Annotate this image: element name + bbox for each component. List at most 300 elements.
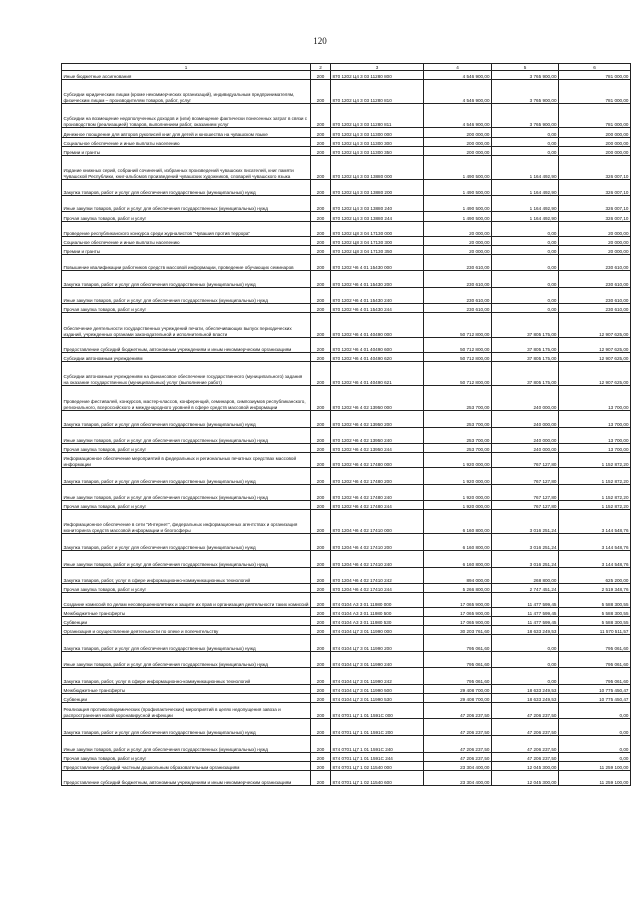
row-code-cell: 200 — [311, 138, 331, 147]
row-code-cell: 200 — [311, 237, 331, 246]
row-classification-cell: 874 0104 Ц7 3 01 11990 500 — [331, 685, 424, 694]
row-classification-cell: 870 1202 Ц4 3 03 13880 000 — [331, 156, 424, 180]
row-classification-cell: 874 0104 Ц7 3 01 11990 000 — [331, 626, 424, 635]
row-value-3-cell: 11 259 100,00 — [559, 771, 631, 786]
table-row — [62, 510, 631, 534]
row-value-1-cell: 30 203 761,60 — [424, 626, 492, 635]
row-value-2-cell: 12 045 300,00 — [492, 762, 559, 771]
row-name-cell: Закупка товаров, работ и услуг для обеспечения государственных (муниципальных) нужд — [62, 719, 311, 736]
row-value-1-cell: 47 206 237,50 — [424, 719, 492, 736]
row-value-1-cell: 5 266 800,00 — [424, 584, 492, 593]
column-header: 6 — [559, 64, 631, 71]
row-value-2-cell: 37 805 175,00 — [492, 338, 559, 353]
row-code-cell: 200 — [311, 608, 331, 617]
row-name-cell: Закупка товаров, работ, услуг в сфере информационно-коммуникационных технологий — [62, 568, 311, 584]
page-number: 120 — [313, 36, 327, 46]
row-code-cell: 200 — [311, 510, 331, 534]
row-name-cell: Закупка товаров, работ и услуг для обеспечения государственных (муниципальных) нужд — [62, 468, 311, 485]
row-value-3-cell: 326 007,10 — [559, 196, 631, 212]
row-value-2-cell: 0,00 — [492, 138, 559, 147]
row-code-cell: 200 — [311, 271, 331, 288]
row-value-3-cell: 5 588 300,55 — [559, 608, 631, 617]
row-code-cell: 200 — [311, 771, 331, 786]
row-value-2-cell: 37 805 175,00 — [492, 353, 559, 362]
row-value-1-cell: 4 546 900,00 — [424, 104, 492, 128]
row-code-cell: 200 — [311, 428, 331, 444]
row-value-1-cell: 200 000,00 — [424, 147, 492, 156]
table-row — [62, 147, 631, 156]
row-value-1-cell: 1 490 500,00 — [424, 180, 492, 196]
row-value-3-cell: 10 775 450,47 — [559, 685, 631, 694]
row-value-1-cell: 230 610,00 — [424, 271, 492, 288]
row-name-cell: Премии и гранты — [62, 147, 311, 156]
row-value-1-cell: 23 304 400,00 — [424, 762, 492, 771]
row-value-2-cell: 2 747 451,24 — [492, 584, 559, 593]
row-classification-cell: 870 1202 Ч6 4 02 17480 200 — [331, 468, 424, 485]
row-value-3-cell: 795 061,60 — [559, 652, 631, 668]
row-value-2-cell: 767 127,80 — [492, 468, 559, 485]
row-value-2-cell: 767 127,80 — [492, 501, 559, 510]
row-code-cell: 200 — [311, 71, 331, 80]
row-classification-cell: 870 1202 Ц4 3 03 11280 811 — [331, 104, 424, 128]
row-value-3-cell: 200 000,00 — [559, 128, 631, 138]
table-row — [62, 534, 631, 551]
row-code-cell: 200 — [311, 386, 331, 411]
row-value-1-cell: 200 000,00 — [424, 128, 492, 138]
row-name-cell: Информационное обеспечение в сети "Интернет", федеральных информационных агентствах и организация мониторинга средств массовой информации и блогосферы — [62, 510, 311, 534]
row-value-3-cell: 200 000,00 — [559, 147, 631, 156]
row-value-3-cell: 326 007,10 — [559, 212, 631, 222]
table-row — [62, 237, 631, 246]
row-value-3-cell: 781 000,00 — [559, 104, 631, 128]
row-code-cell: 200 — [311, 180, 331, 196]
row-classification-cell: 870 1202 Ч6 4 01 15430 244 — [331, 304, 424, 313]
table-row — [62, 501, 631, 510]
row-name-cell: Иные бюджетные ассигнования — [62, 71, 311, 80]
row-value-2-cell: 11 477 599,45 — [492, 593, 559, 608]
row-code-cell: 200 — [311, 568, 331, 584]
row-classification-cell: 870 1202 Ц4 3 03 11280 800 — [331, 71, 424, 80]
row-classification-cell: 870 1202 Ч6 4 01 15430 200 — [331, 271, 424, 288]
row-value-3-cell: 20 000,00 — [559, 246, 631, 255]
row-value-3-cell: 1 152 872,20 — [559, 501, 631, 510]
table-row — [62, 719, 631, 736]
row-value-1-cell: 795 061,60 — [424, 635, 492, 652]
row-name-cell: Предоставление субсидий бюджетным, автономным учреждениям и иным некоммерческим организациям — [62, 338, 311, 353]
column-header: 3 — [331, 64, 424, 71]
row-value-2-cell: 0,00 — [492, 668, 559, 685]
row-name-cell: Иные закупки товаров, работ и услуг для обеспечения государственных (муниципальных) нужд — [62, 196, 311, 212]
row-value-1-cell: 894 000,00 — [424, 568, 492, 584]
row-value-3-cell: 230 610,00 — [559, 288, 631, 304]
row-value-1-cell: 20 000,00 — [424, 246, 492, 255]
row-name-cell: Иные закупки товаров, работ и услуг для обеспечения государственных (муниципальных) нужд — [62, 485, 311, 501]
table-row — [62, 771, 631, 786]
row-value-2-cell: 268 800,00 — [492, 568, 559, 584]
row-value-3-cell: 795 061,60 — [559, 635, 631, 652]
row-value-2-cell: 3 765 900,00 — [492, 71, 559, 80]
row-name-cell: Межбюджетные трансферты — [62, 685, 311, 694]
row-value-1-cell: 50 712 800,00 — [424, 353, 492, 362]
row-value-3-cell: 20 000,00 — [559, 222, 631, 237]
table-row — [62, 362, 631, 386]
table-row — [62, 313, 631, 338]
row-value-2-cell: 0,00 — [492, 237, 559, 246]
row-value-1-cell: 50 712 800,00 — [424, 362, 492, 386]
row-value-2-cell: 1 164 492,90 — [492, 212, 559, 222]
row-name-cell: Иные закупки товаров, работ и услуг для обеспечения государственных (муниципальных) нужд — [62, 736, 311, 753]
row-value-3-cell: 13 700,00 — [559, 411, 631, 428]
table-row — [62, 444, 631, 453]
row-code-cell: 200 — [311, 255, 331, 271]
row-classification-cell: 870 1204 Ч6 4 02 17410 240 — [331, 551, 424, 568]
row-code-cell: 200 — [311, 694, 331, 703]
table-row — [62, 128, 631, 138]
row-name-cell: Межбюджетные трансферты — [62, 608, 311, 617]
row-code-cell: 200 — [311, 313, 331, 338]
row-value-2-cell: 47 206 237,50 — [492, 719, 559, 736]
row-value-2-cell: 767 127,80 — [492, 485, 559, 501]
row-value-1-cell: 29 408 700,00 — [424, 685, 492, 694]
row-value-3-cell: 781 000,00 — [559, 80, 631, 104]
row-value-2-cell: 1 164 492,90 — [492, 156, 559, 180]
row-value-1-cell: 23 304 400,00 — [424, 771, 492, 786]
row-value-1-cell: 253 700,00 — [424, 411, 492, 428]
row-code-cell: 200 — [311, 353, 331, 362]
row-value-1-cell: 230 610,00 — [424, 288, 492, 304]
row-classification-cell: 870 1202 Ч6 4 01 40490 000 — [331, 313, 424, 338]
row-value-1-cell: 4 546 900,00 — [424, 71, 492, 80]
row-classification-cell: 870 1204 Ч6 4 02 17410 000 — [331, 510, 424, 534]
row-classification-cell: 874 0701 Ц7 1 02 11540 000 — [331, 762, 424, 771]
row-classification-cell: 874 0104 Ц7 3 01 11990 200 — [331, 635, 424, 652]
row-value-2-cell: 3 765 900,00 — [492, 80, 559, 104]
row-value-1-cell: 6 160 800,00 — [424, 551, 492, 568]
row-code-cell: 200 — [311, 338, 331, 353]
row-value-3-cell: 13 700,00 — [559, 428, 631, 444]
row-value-1-cell: 1 920 000,00 — [424, 501, 492, 510]
row-classification-cell: 874 0104 Ц7 3 01 11990 530 — [331, 694, 424, 703]
row-value-2-cell: 47 206 237,50 — [492, 753, 559, 762]
row-value-1-cell: 47 206 237,50 — [424, 703, 492, 719]
row-classification-cell: 870 1202 Ч6 4 01 40490 621 — [331, 362, 424, 386]
row-value-1-cell: 4 546 900,00 — [424, 80, 492, 104]
row-code-cell: 200 — [311, 453, 331, 468]
row-value-3-cell: 13 700,00 — [559, 444, 631, 453]
row-value-1-cell: 17 065 900,00 — [424, 593, 492, 608]
row-name-cell: Субсидии автономным учреждениям — [62, 353, 311, 362]
row-classification-cell: 870 1202 Ч6 4 01 40490 620 — [331, 353, 424, 362]
table-body — [62, 71, 631, 786]
table-row — [62, 71, 631, 80]
row-classification-cell: 870 1202 Ч6 4 02 13950 200 — [331, 411, 424, 428]
row-code-cell: 200 — [311, 584, 331, 593]
row-value-1-cell: 795 061,60 — [424, 652, 492, 668]
row-name-cell: Закупка товаров, работ и услуг для обеспечения государственных (муниципальных) нужд — [62, 635, 311, 652]
row-classification-cell: 874 0104 А3 3 01 11980 530 — [331, 617, 424, 626]
row-code-cell: 200 — [311, 762, 331, 771]
row-name-cell: Проведение республиканского конкурса среди журналистов "Чувашия против террора" — [62, 222, 311, 237]
table-row — [62, 288, 631, 304]
row-name-cell: Субсидии на возмещение недополученных доходов и (или) возмещение фактически понесенных затрат в связи с производством (реализацией) товаров, выполнением работ, оказанием услуг — [62, 104, 311, 128]
row-classification-cell: 874 0104 Ц7 3 01 11990 240 — [331, 652, 424, 668]
row-value-2-cell: 11 477 599,45 — [492, 617, 559, 626]
table-row — [62, 255, 631, 271]
row-name-cell: Субвенции — [62, 617, 311, 626]
row-name-cell: Предоставление субсидий бюджетным, автономным учреждениям и иным некоммерческим организациям — [62, 771, 311, 786]
table-row — [62, 762, 631, 771]
row-value-1-cell: 20 000,00 — [424, 237, 492, 246]
row-value-1-cell: 200 000,00 — [424, 138, 492, 147]
row-value-1-cell: 29 408 700,00 — [424, 694, 492, 703]
row-name-cell: Субсидии автономным учреждениям на финансовое обеспечение государственного (муниципального) задания на оказание государственных (муниципальных) услуг (выполнение работ) — [62, 362, 311, 386]
table-row — [62, 551, 631, 568]
table-row — [62, 271, 631, 288]
row-value-2-cell: 3 016 251,24 — [492, 534, 559, 551]
row-classification-cell: 870 1202 Ч6 4 01 40490 600 — [331, 338, 424, 353]
row-value-1-cell: 6 160 800,00 — [424, 510, 492, 534]
row-value-2-cell: 0,00 — [492, 288, 559, 304]
row-code-cell: 200 — [311, 534, 331, 551]
table-row — [62, 428, 631, 444]
table-row — [62, 304, 631, 313]
row-value-1-cell: 6 160 800,00 — [424, 534, 492, 551]
row-classification-cell: 870 1202 Ч6 4 01 15430 000 — [331, 255, 424, 271]
row-value-3-cell: 0,00 — [559, 753, 631, 762]
table-row — [62, 626, 631, 635]
row-code-cell: 200 — [311, 304, 331, 313]
row-code-cell: 200 — [311, 626, 331, 635]
row-name-cell: Иные закупки товаров, работ и услуг для обеспечения государственных (муниципальных) нужд — [62, 288, 311, 304]
row-value-3-cell: 1 152 872,20 — [559, 468, 631, 485]
row-code-cell: 200 — [311, 736, 331, 753]
row-classification-cell: 870 1204 Ч6 4 02 17410 242 — [331, 568, 424, 584]
row-value-3-cell: 326 007,10 — [559, 156, 631, 180]
row-name-cell: Предоставление субсидий частным дошкольным образовательным организациям — [62, 762, 311, 771]
row-name-cell: Иные закупки товаров, работ и услуг для обеспечения государственных (муниципальных) нужд — [62, 551, 311, 568]
row-code-cell: 200 — [311, 147, 331, 156]
row-value-1-cell: 47 206 237,50 — [424, 736, 492, 753]
row-classification-cell: 870 1204 Ч6 4 02 17410 244 — [331, 584, 424, 593]
row-value-2-cell: 47 206 237,50 — [492, 736, 559, 753]
row-value-3-cell: 781 000,00 — [559, 71, 631, 80]
row-value-2-cell: 1 164 492,90 — [492, 180, 559, 196]
row-value-3-cell: 13 700,00 — [559, 386, 631, 411]
table-row — [62, 156, 631, 180]
row-value-1-cell: 1 490 500,00 — [424, 156, 492, 180]
table-row — [62, 80, 631, 104]
row-classification-cell: 870 1202 Ч6 4 02 13950 000 — [331, 386, 424, 411]
row-classification-cell: 874 0701 Ц7 1 01 1591С 200 — [331, 719, 424, 736]
row-value-3-cell: 10 775 450,47 — [559, 694, 631, 703]
row-classification-cell: 874 0701 Ц7 1 01 1591С 000 — [331, 703, 424, 719]
row-classification-cell: 870 1202 Ч6 4 01 15430 240 — [331, 288, 424, 304]
row-value-2-cell: 0,00 — [492, 147, 559, 156]
row-value-2-cell: 3 765 900,00 — [492, 104, 559, 128]
row-value-1-cell: 1 920 000,00 — [424, 468, 492, 485]
table-header-row — [62, 64, 631, 71]
row-value-3-cell: 0,00 — [559, 703, 631, 719]
row-value-3-cell: 230 610,00 — [559, 271, 631, 288]
row-value-3-cell: 1 152 872,20 — [559, 453, 631, 468]
row-classification-cell: 870 1202 Ц8 3 04 17130 300 — [331, 237, 424, 246]
row-code-cell: 200 — [311, 501, 331, 510]
row-value-2-cell: 11 477 599,45 — [492, 608, 559, 617]
row-name-cell: Социальное обеспечение и иные выплаты населению — [62, 237, 311, 246]
row-value-3-cell: 795 061,60 — [559, 668, 631, 685]
table-row — [62, 593, 631, 608]
row-name-cell: Создание комиссий по делам несовершеннолетних и защите их прав и организация деятельности таких комиссий — [62, 593, 311, 608]
table-row — [62, 468, 631, 485]
row-value-2-cell: 37 805 175,00 — [492, 313, 559, 338]
row-code-cell: 200 — [311, 753, 331, 762]
row-value-3-cell: 5 588 300,55 — [559, 593, 631, 608]
column-header: 1 — [62, 64, 311, 71]
table-row — [62, 338, 631, 353]
row-code-cell: 200 — [311, 80, 331, 104]
row-code-cell: 200 — [311, 551, 331, 568]
row-classification-cell: 870 1204 Ч6 4 02 17410 200 — [331, 534, 424, 551]
row-value-3-cell: 230 610,00 — [559, 255, 631, 271]
row-classification-cell: 870 1202 Ц4 3 03 11300 300 — [331, 138, 424, 147]
row-name-cell: Обеспечение деятельности государственных учреждений печати, обеспечивающих выпуск периодических изданий, учрежденных органами законодательной и исполнительной власти — [62, 313, 311, 338]
column-header: 5 — [492, 64, 559, 71]
row-value-2-cell: 0,00 — [492, 635, 559, 652]
row-name-cell: Закупка товаров, работ и услуг для обеспечения государственных (муниципальных) нужд — [62, 271, 311, 288]
table-row — [62, 212, 631, 222]
table-row — [62, 453, 631, 468]
row-name-cell: Прочая закупка товаров, работ и услуг — [62, 304, 311, 313]
row-value-3-cell: 5 588 300,55 — [559, 617, 631, 626]
row-code-cell: 200 — [311, 246, 331, 255]
row-code-cell: 200 — [311, 719, 331, 736]
budget-table — [61, 63, 631, 786]
row-classification-cell: 870 1202 Ц8 3 04 17130 000 — [331, 222, 424, 237]
row-value-2-cell: 37 805 175,00 — [492, 362, 559, 386]
row-name-cell: Прочая закупка товаров, работ и услуг — [62, 584, 311, 593]
row-value-2-cell: 0,00 — [492, 652, 559, 668]
row-value-1-cell: 253 700,00 — [424, 444, 492, 453]
table-row — [62, 736, 631, 753]
row-code-cell: 200 — [311, 128, 331, 138]
row-value-2-cell: 3 016 251,24 — [492, 510, 559, 534]
row-name-cell: Издание книжных серий, собраний сочинений, избранных произведений чувашских писателей, книг памяти Чувашской Республики, книг-альбомов произведений чувашских художников, словарей чувашского языка — [62, 156, 311, 180]
table-row — [62, 635, 631, 652]
row-classification-cell: 870 1202 Ч6 4 02 17480 240 — [331, 485, 424, 501]
table-row — [62, 138, 631, 147]
row-value-3-cell: 3 144 548,76 — [559, 510, 631, 534]
row-classification-cell: 870 1202 Ц4 3 03 11300 000 — [331, 128, 424, 138]
row-value-1-cell: 1 920 000,00 — [424, 453, 492, 468]
table-row — [62, 617, 631, 626]
row-code-cell: 200 — [311, 104, 331, 128]
row-value-3-cell: 12 907 625,00 — [559, 313, 631, 338]
row-value-2-cell: 18 633 249,53 — [492, 694, 559, 703]
row-classification-cell: 870 1202 Ч6 4 02 13950 240 — [331, 428, 424, 444]
row-code-cell: 200 — [311, 668, 331, 685]
row-classification-cell: 870 1202 Ц4 3 03 13880 244 — [331, 212, 424, 222]
row-value-2-cell: 1 164 492,90 — [492, 196, 559, 212]
row-code-cell: 200 — [311, 212, 331, 222]
row-name-cell: Социальное обеспечение и иные выплаты населению — [62, 138, 311, 147]
row-value-2-cell: 0,00 — [492, 304, 559, 313]
row-value-1-cell: 1 490 500,00 — [424, 212, 492, 222]
row-name-cell: Субвенции — [62, 694, 311, 703]
row-value-2-cell: 240 000,00 — [492, 428, 559, 444]
row-value-3-cell: 20 000,00 — [559, 237, 631, 246]
row-code-cell: 200 — [311, 635, 331, 652]
row-name-cell: Реализация противоэпидемических (профилактических) мероприятий в целях недопущения завоза и распространения новой коронавирусной инфекции — [62, 703, 311, 719]
row-name-cell: Премии и гранты — [62, 246, 311, 255]
row-value-2-cell: 767 127,80 — [492, 453, 559, 468]
column-header: 4 — [424, 64, 492, 71]
row-classification-cell: 874 0701 Ц7 1 02 11540 600 — [331, 771, 424, 786]
table-row — [62, 685, 631, 694]
row-code-cell: 200 — [311, 444, 331, 453]
row-value-2-cell: 3 016 251,24 — [492, 551, 559, 568]
row-classification-cell: 870 1202 Ц4 3 03 13880 200 — [331, 180, 424, 196]
row-value-1-cell: 17 065 900,00 — [424, 617, 492, 626]
table-row — [62, 485, 631, 501]
row-classification-cell: 870 1202 Ч6 4 02 13950 244 — [331, 444, 424, 453]
row-classification-cell: 870 1202 Ц4 3 03 11280 810 — [331, 80, 424, 104]
row-name-cell: Субсидии юридическим лицам (кроме некоммерческих организаций), индивидуальным предпринимателям, физическим лицам – производителям товаров, работ, услуг — [62, 80, 311, 104]
row-value-2-cell: 240 000,00 — [492, 411, 559, 428]
row-value-2-cell: 0,00 — [492, 222, 559, 237]
row-code-cell: 200 — [311, 468, 331, 485]
row-value-2-cell: 0,00 — [492, 128, 559, 138]
row-name-cell: Закупка товаров, работ и услуг для обеспечения государственных (муниципальных) нужд — [62, 411, 311, 428]
row-value-2-cell: 0,00 — [492, 246, 559, 255]
row-value-3-cell: 3 144 548,76 — [559, 534, 631, 551]
row-value-3-cell: 12 907 625,00 — [559, 353, 631, 362]
row-code-cell: 200 — [311, 652, 331, 668]
row-classification-cell: 874 0701 Ц7 1 01 1591С 240 — [331, 736, 424, 753]
row-value-1-cell: 1 920 000,00 — [424, 485, 492, 501]
row-code-cell: 200 — [311, 222, 331, 237]
table-row — [62, 703, 631, 719]
row-value-3-cell: 0,00 — [559, 736, 631, 753]
row-value-3-cell: 3 144 548,76 — [559, 551, 631, 568]
row-value-3-cell: 230 610,00 — [559, 304, 631, 313]
row-code-cell: 200 — [311, 485, 331, 501]
row-name-cell: Прочая закупка товаров, работ и услуг — [62, 444, 311, 453]
table-row — [62, 411, 631, 428]
table-row — [62, 222, 631, 237]
table-row — [62, 668, 631, 685]
row-value-1-cell: 17 065 900,00 — [424, 608, 492, 617]
row-value-1-cell: 50 712 800,00 — [424, 313, 492, 338]
table-row — [62, 196, 631, 212]
row-classification-cell: 874 0701 Ц7 1 01 1591С 244 — [331, 753, 424, 762]
row-value-3-cell: 200 000,00 — [559, 138, 631, 147]
row-name-cell: Закупка товаров, работ и услуг для обеспечения государственных (муниципальных) нужд — [62, 534, 311, 551]
table-row — [62, 652, 631, 668]
row-value-1-cell: 230 610,00 — [424, 304, 492, 313]
row-name-cell: Прочая закупка товаров, работ и услуг — [62, 753, 311, 762]
row-value-3-cell: 326 007,10 — [559, 180, 631, 196]
table-row — [62, 246, 631, 255]
row-value-2-cell: 12 045 300,00 — [492, 771, 559, 786]
row-code-cell: 200 — [311, 362, 331, 386]
row-value-3-cell: 0,00 — [559, 719, 631, 736]
row-value-1-cell: 50 712 800,00 — [424, 338, 492, 353]
table-row — [62, 694, 631, 703]
row-name-cell: Иные закупки товаров, работ и услуг для обеспечения государственных (муниципальных) нужд — [62, 652, 311, 668]
row-code-cell: 200 — [311, 685, 331, 694]
row-value-3-cell: 625 200,00 — [559, 568, 631, 584]
row-code-cell: 200 — [311, 288, 331, 304]
